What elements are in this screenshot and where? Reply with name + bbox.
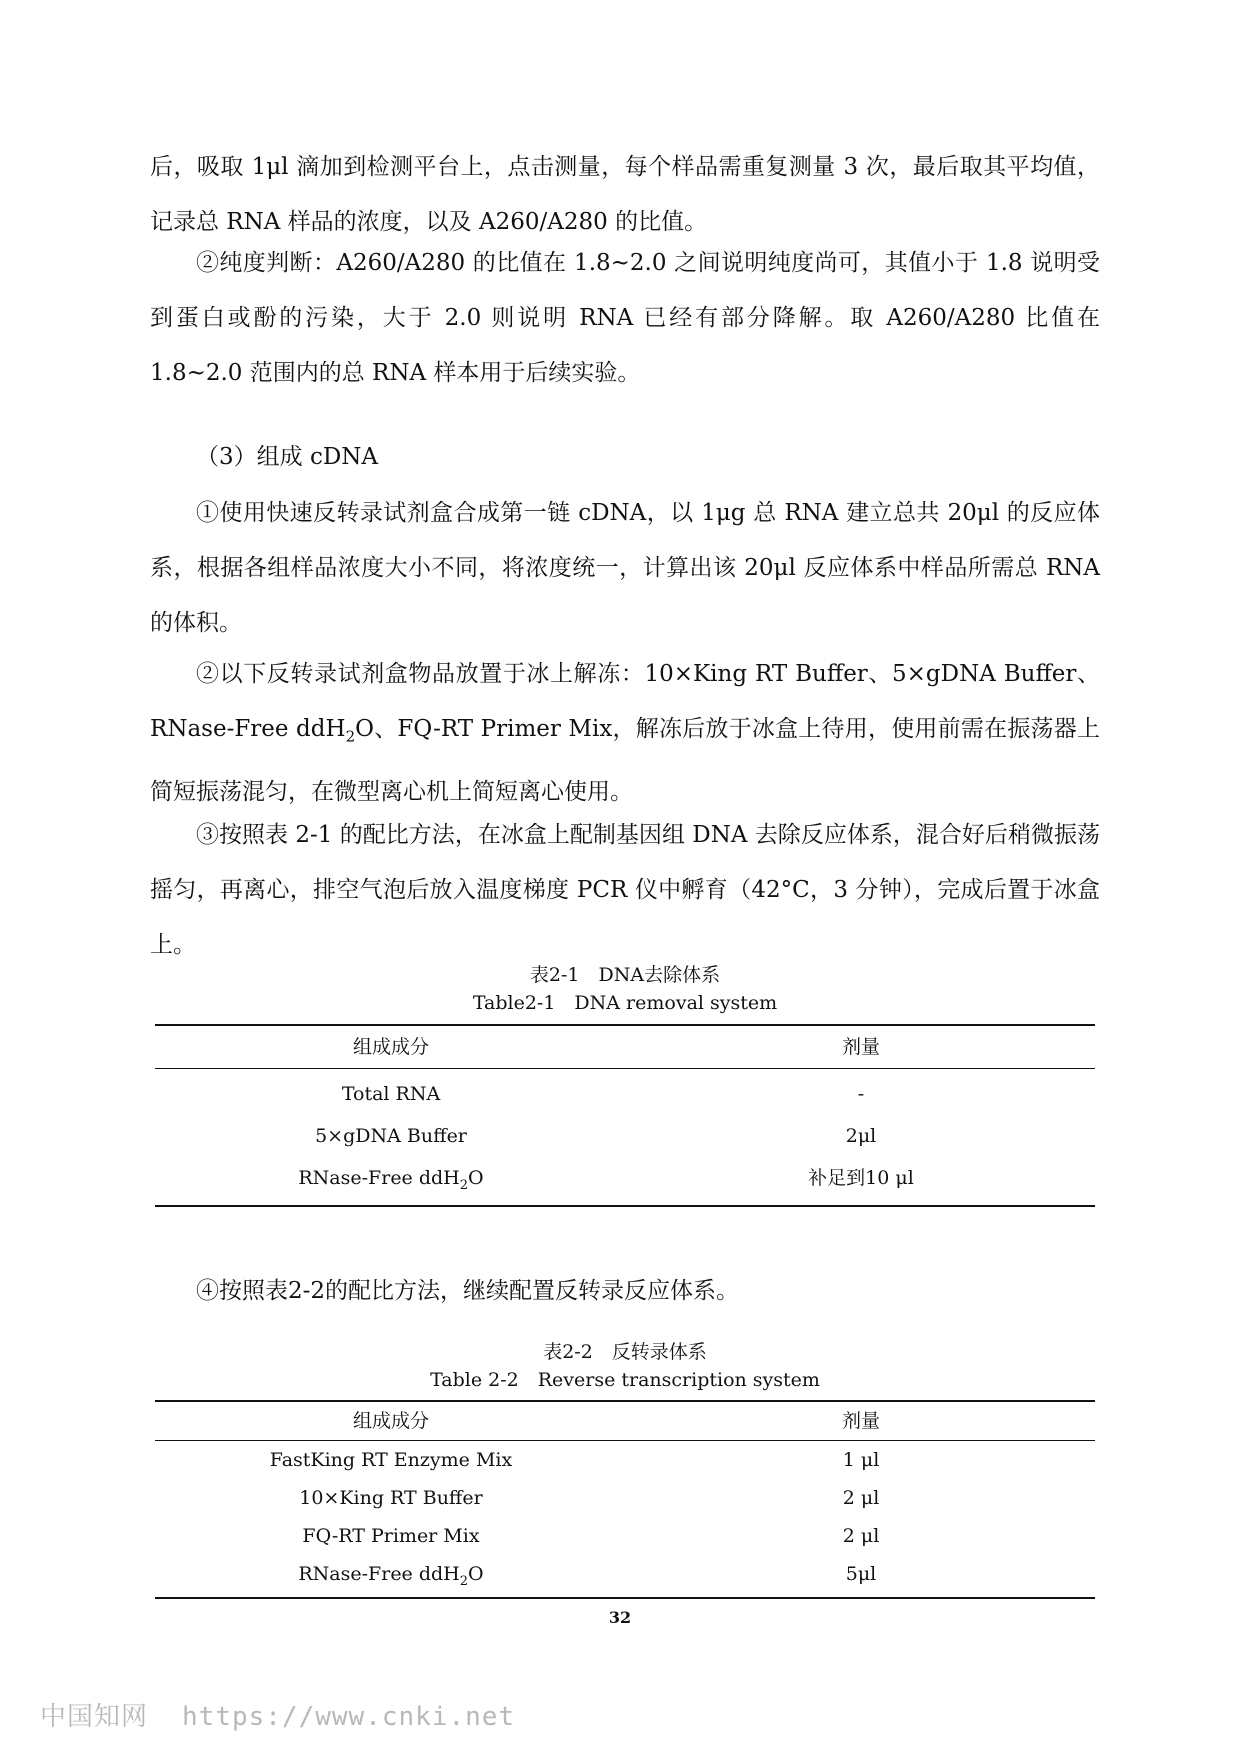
table2-header-component: 组成成分 xyxy=(352,1410,429,1432)
watermark-brand: 中国知网 xyxy=(40,1702,149,1732)
table-cell-component xyxy=(155,1157,627,1199)
table-row xyxy=(155,1517,1095,1555)
table1-caption-cn: 表2-1 DNA去除体系 xyxy=(529,964,721,986)
table1-caption-en: Table2-1 DNA removal system xyxy=(472,992,778,1014)
paragraph-step-2-part-a: ②以下反转录试剂盒物品放置于冰上解冻：10×King RT Buffer、5×gDNA Buffer、RNase-Free ddH xyxy=(150,661,1100,742)
component-text: RNase-Free ddH xyxy=(298,1167,460,1189)
table-cell-amount: 2 μl xyxy=(842,1525,880,1547)
table-row xyxy=(155,1073,1095,1115)
table1-header-amount: 剂量 xyxy=(841,1036,880,1058)
watermark-url: https://www.cnki.net xyxy=(182,1702,516,1732)
table2-header-row xyxy=(155,1402,1095,1440)
table-cell-component xyxy=(155,1555,627,1593)
paragraph-step-2 xyxy=(150,647,1100,820)
cnki-watermark xyxy=(40,1696,515,1733)
table1 xyxy=(155,1024,1095,1207)
subscript-2: 2 xyxy=(459,1573,469,1589)
component-text: RNase-Free ddH xyxy=(298,1563,460,1585)
paragraph-purity: ②纯度判断：A260/A280 的比值在 1.8~2.0 之间说明纯度尚可，其值小于 1.8 说明受到蛋白或酚的污染，大于 2.0 则说明 RNA 已经有部分降解。取 A260/A280 比值在 1.8~2.0 范围内的总 RNA 样本用于后续实验。 xyxy=(150,250,1100,386)
table-cell-component: FQ-RT Primer Mix xyxy=(302,1525,480,1547)
table2-header-amount: 剂量 xyxy=(841,1410,880,1432)
table-cell-amount: 2μl xyxy=(845,1125,877,1147)
paragraph-step-1: ①使用快速反转录试剂盒合成第一链 cDNA，以 1μg 总 RNA 建立总共 20μl 的反应体系，根据各组样品浓度大小不同，将浓度统一，计算出该 20μl 反应体系中样品所需总 RNA 的体积。 xyxy=(150,500,1100,636)
table2 xyxy=(155,1400,1095,1599)
component-text: O xyxy=(468,1563,484,1585)
table-cell-component: Total RNA xyxy=(341,1083,441,1105)
table1-bottom-rule xyxy=(155,1205,1095,1207)
table-row xyxy=(155,1555,1095,1593)
table-row xyxy=(155,1115,1095,1157)
table2-caption-cn: 表2-2 反转录体系 xyxy=(543,1341,707,1363)
subscript-2: 2 xyxy=(459,1177,469,1193)
page-number: 32 xyxy=(608,1608,632,1627)
paragraph-measurement: 后，吸取 1μl 滴加到检测平台上，点击测量，每个样品需重复测量 3 次，最后取其平均值，记录总 RNA 样品的浓度，以及 A260/A280 的比值。 xyxy=(150,154,1100,235)
table-cell-component: 10×King RT Buffer xyxy=(299,1487,483,1509)
subscript-2: 2 xyxy=(345,727,356,746)
table-row xyxy=(155,1479,1095,1517)
table2-bottom-rule xyxy=(155,1597,1095,1599)
paragraph-step-2-part-b: O、FQ-RT Primer Mix，解冻后放于冰盒上待用，使用前需在振荡器上简短振荡混匀，在微型离心机上简短离心使用。 xyxy=(150,716,1100,805)
table-cell-component: FastKing RT Enzyme Mix xyxy=(269,1449,513,1471)
table-cell-amount: 1 μl xyxy=(842,1449,880,1471)
table-row xyxy=(155,1157,1095,1199)
table-cell-amount: 2 μl xyxy=(842,1487,880,1509)
table2-caption-en: Table 2-2 Reverse transcription system xyxy=(430,1369,820,1391)
table-cell-amount: 5μl xyxy=(845,1563,877,1585)
table-cell-amount: 补足到10 μl xyxy=(808,1167,914,1189)
table-row xyxy=(155,1441,1095,1479)
table1-header-component: 组成成分 xyxy=(352,1036,429,1058)
paragraph-step-4: ④按照表2-2的配比方法，继续配置反转录反应体系。 xyxy=(196,1278,740,1304)
table-cell-component: 5×gDNA Buffer xyxy=(315,1125,467,1147)
table-cell-amount: - xyxy=(857,1083,865,1105)
paragraph-step-3: ③按照表 2-1 的配比方法，在冰盒上配制基因组 DNA 去除反应体系，混合好后稍微振荡摇匀，再离心，排空气泡后放入温度梯度 PCR 仪中孵育（42°C，3 分钟），完成后置于冰盒上。 xyxy=(150,822,1100,958)
table1-header-row xyxy=(155,1026,1095,1068)
component-text: O xyxy=(468,1167,484,1189)
section-heading-cdna: （3）组成 cDNA xyxy=(196,444,379,470)
